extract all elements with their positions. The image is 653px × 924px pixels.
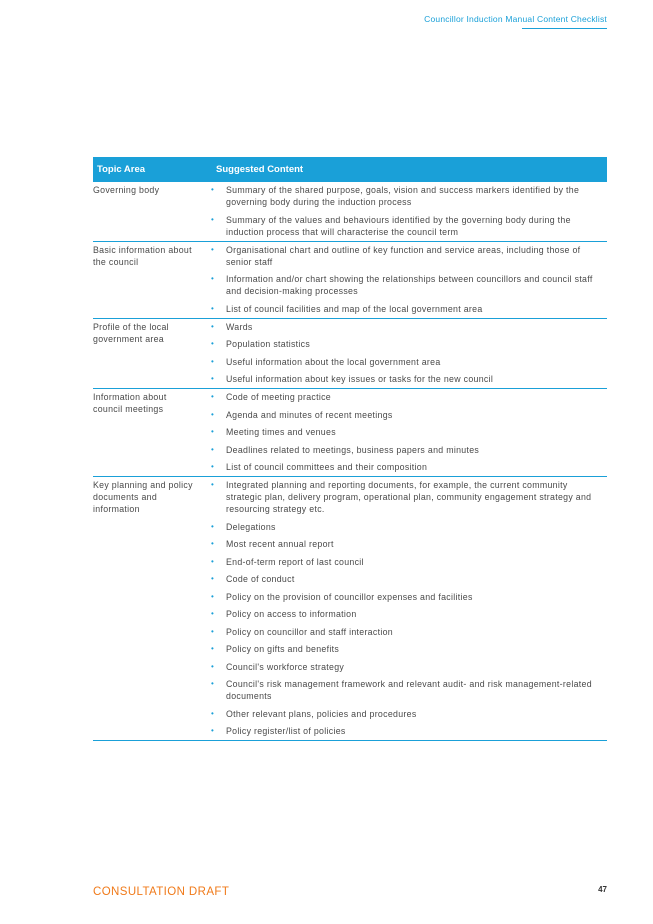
list-item: [201, 391, 601, 403]
list-item: [201, 661, 601, 673]
column-header-topic: Topic Area: [93, 157, 201, 182]
bullet-icon: •: [211, 462, 215, 471]
bullet-icon: •: [211, 409, 215, 419]
content-list: [201, 184, 607, 238]
bullet-icon: •: [211, 303, 215, 313]
bullet-icon: •: [211, 321, 215, 331]
list-item: [201, 461, 601, 473]
list-item: [201, 608, 601, 620]
list-item-text: Code of conduct: [226, 574, 295, 584]
list-item: [201, 426, 601, 438]
bullet-icon: •: [211, 185, 215, 194]
content-list: [201, 479, 607, 737]
bullet-icon: •: [211, 244, 215, 254]
bullet-icon: •: [211, 539, 215, 548]
bullet-icon: •: [211, 444, 215, 454]
content-checklist-table: [93, 157, 607, 741]
bullet-icon: •: [211, 356, 215, 366]
bullet-icon: •: [211, 274, 215, 283]
list-item: [201, 356, 601, 368]
bullet-icon: •: [211, 626, 215, 636]
list-item: [201, 273, 601, 297]
list-item-text: Delegations: [226, 521, 276, 532]
list-item-text: Code of meeting practice: [226, 392, 331, 402]
list-item-text: Most recent annual report: [226, 539, 334, 549]
list-item-text: Agenda and minutes of recent meetings: [226, 409, 393, 420]
list-item-text: Council's risk management framework and relevant audit- and risk management-related documents: [226, 679, 592, 701]
list-item-text: Policy on gifts and benefits: [226, 644, 340, 654]
list-item-text: Policy on councillor and staff interaction: [226, 626, 393, 637]
table-body: [93, 182, 607, 741]
list-item-text: Summary of the values and behaviours identified by the governing body during the induction process that will characterise the council term: [226, 214, 571, 237]
list-item: [201, 409, 601, 421]
page-number: 47: [598, 885, 607, 894]
list-item-text: Useful information about the local government area: [226, 356, 441, 367]
list-item-text: End-of-term report of last council: [226, 556, 364, 567]
table-header-row: [93, 157, 607, 182]
list-item-text: Wards: [226, 321, 253, 332]
consultation-draft-label: CONSULTATION DRAFT: [93, 886, 230, 898]
suggested-content-cell: [201, 318, 607, 389]
list-item-text: Organisational chart and outline of key function and service areas, including those of senior staff: [226, 244, 581, 267]
list-item: [201, 303, 601, 315]
topic-area-cell: Key planning and policy documents and information: [93, 477, 201, 741]
bullet-icon: •: [211, 556, 215, 566]
topic-area-cell: Basic information about the council: [93, 241, 201, 318]
bullet-icon: •: [211, 679, 215, 688]
list-item-text: Meeting times and venues: [226, 427, 336, 437]
bullet-icon: •: [211, 591, 215, 601]
list-item: [201, 244, 601, 268]
list-item-text: Other relevant plans, policies and procedures: [226, 708, 417, 719]
content-list: [201, 321, 607, 386]
list-item-text: Policy on access to information: [226, 609, 357, 619]
list-item: [201, 321, 601, 333]
list-item-text: List of council facilities and map of the local government area: [226, 303, 483, 314]
list-item: [201, 479, 601, 515]
header-title: Councillor Induction Manual Content Checklist: [424, 14, 607, 24]
content-list: [201, 391, 607, 473]
bullet-icon: •: [211, 726, 215, 735]
list-item-text: List of council committees and their composition: [226, 462, 428, 472]
suggested-content-cell: [201, 477, 607, 741]
list-item: [201, 626, 601, 638]
bullet-icon: •: [211, 574, 215, 583]
list-item-text: Council's workforce strategy: [226, 661, 345, 672]
table-row: [93, 182, 607, 241]
topic-area-cell: Governing body: [93, 182, 201, 241]
bullet-icon: •: [211, 480, 215, 489]
list-item: [201, 573, 601, 585]
list-item: [201, 591, 601, 603]
list-item: [201, 338, 601, 350]
list-item: [201, 444, 601, 456]
list-item-text: Deadlines related to meetings, business papers and minutes: [226, 444, 480, 455]
bullet-icon: •: [211, 661, 215, 671]
table-row: [93, 241, 607, 318]
list-item: [201, 556, 601, 568]
topic-area-cell: Profile of the local government area: [93, 318, 201, 389]
suggested-content-cell: [201, 241, 607, 318]
bullet-icon: •: [211, 214, 215, 224]
bullet-icon: •: [211, 339, 215, 348]
list-item: [201, 373, 601, 385]
bullet-icon: •: [211, 374, 215, 383]
suggested-content-cell: [201, 389, 607, 477]
list-item-text: Policy on the provision of councillor expenses and facilities: [226, 591, 473, 602]
list-item: [201, 708, 601, 720]
list-item-text: Useful information about key issues or tasks for the new council: [226, 374, 494, 384]
suggested-content-cell: [201, 182, 607, 241]
content-list: [201, 244, 607, 315]
bullet-icon: •: [211, 521, 215, 531]
list-item: [201, 184, 601, 208]
list-item: [201, 725, 601, 737]
header-rule: [522, 28, 607, 29]
list-item-text: Policy register/list of policies: [226, 726, 346, 736]
list-item: [201, 521, 601, 533]
list-item: [201, 538, 601, 550]
table-row: [93, 318, 607, 389]
column-header-content: Suggested Content: [201, 157, 607, 182]
list-item: [201, 678, 601, 702]
bullet-icon: •: [211, 392, 215, 401]
bullet-icon: •: [211, 427, 215, 436]
topic-area-cell: Information about council meetings: [93, 389, 201, 477]
list-item: [201, 214, 601, 238]
list-item-text: Integrated planning and reporting documents, for example, the current community strategic plan, delivery program, operational plan, community engagement strategy and resourcing strategy etc.: [226, 480, 592, 514]
bullet-icon: •: [211, 644, 215, 653]
list-item-text: Population statistics: [226, 339, 311, 349]
list-item: [201, 643, 601, 655]
bullet-icon: •: [211, 708, 215, 718]
list-item-text: Information and/or chart showing the relationships between councillors and council staff and decision-making processes: [226, 274, 593, 296]
table-row: [93, 477, 607, 741]
bullet-icon: •: [211, 609, 215, 618]
list-item-text: Summary of the shared purpose, goals, vision and success markers identified by the governing body during the induction process: [226, 185, 580, 207]
table-row: [93, 389, 607, 477]
